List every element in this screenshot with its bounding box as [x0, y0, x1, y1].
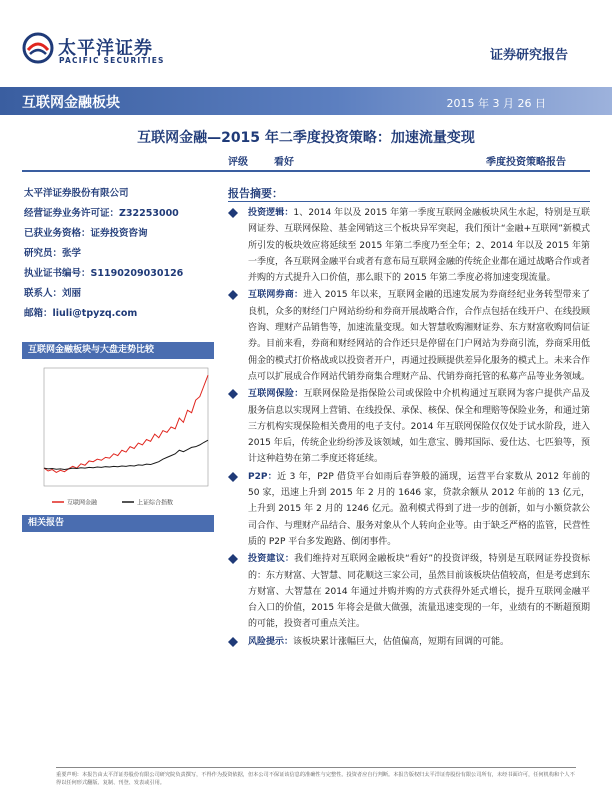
email-link[interactable]: liuli@tpyzq.com: [52, 308, 138, 319]
report-title: 互联网金融—2015 年二季度投资策略：加速流量变现: [137, 130, 475, 146]
rating-value: 看好: [274, 157, 294, 168]
info-license: 经营证券业务许可证：Z32253000: [24, 208, 179, 219]
series-line-1: [44, 440, 208, 469]
diamond-bullet-icon: [228, 637, 238, 647]
bullet-investment-advice: 投资建议：我们维持对互联网金融板块“看好”的投资评级，特别是互联网证券投资标的：东方财富、大智慧、同花顺这三家公司，虽然目前该板块估值较高，但是考虑到东方财富、大智慧在 2014 年通过并购并购的方式获得外延式增长，提升互联网金融平台入口的价值，2015 年将会是做大做强，流量迅速变现的一年，业绩有的不断超预期的可能，投资者可重点关注。: [228, 551, 590, 632]
info-contact: 联系人：刘丽: [24, 288, 82, 299]
bullet-risk-warning: 风险提示：该板块累计涨幅巨大，估值偏高，短期有回调的可能。: [228, 634, 590, 650]
bullet-investment-logic: 投资逻辑：1、2014 年以及 2015 年第一季度互联网金融板块风生水起，特别是互联网证券、互联网保险、基金网销这三个板块异军突起，我们预计“金融+互联网”新模式所引发的板块效应将延续至 2015 年第二季度乃至全年；2、2014 年以及 2015 年第一季度，各互联网金融平台或者有意布局互联网金融的传统企业都在通过战略合作或者并购的方式提升入口价值，那么眼下的 2015 年第二季度必将加速变现流量。: [228, 205, 590, 286]
diamond-bullet-icon: [228, 290, 238, 300]
info-qualification: 已获业务资格：证券投资咨询: [24, 228, 148, 239]
legend-label-1: 上证综合指数: [137, 499, 174, 507]
report-kind: 季度投资策略报告: [486, 157, 566, 168]
diamond-bullet-icon: [228, 389, 238, 399]
series-line-0: [44, 375, 208, 472]
summary-bullets: [228, 205, 590, 651]
report-date: 2015 年 3 月 26 日: [446, 97, 546, 110]
logo-text-en: PACIFIC SECURITIES: [59, 56, 165, 65]
bullet-internet-brokerage: 互联网券商：进入 2015 年以来，互联网金融的迅速发展为券商经纪业务转型带来了良机，众多的财经门户网站纷纷和券商开展战略合作，合作点包括在线开户、在线投顾咨询、理财产品销售等，加速流量变现。如大智慧收购湘财证券、东方财富收购同信证券。目前来看，券商和财经网站的合作还只是停留在门户网站为券商引流，券商采用低佣金的模式打价格战或以投资者开户，再通过投顾提供差异化服务的模式上。未来合作点可以扩展成合作网站代销券商集合理财产品、代销券商托管的私募产品等业务领域。: [228, 287, 590, 385]
diamond-bullet-icon: [228, 472, 238, 482]
trend-chart: [22, 362, 214, 512]
report-type: 证券研究报告: [489, 48, 568, 63]
sector-name: 互联网金融板块: [22, 95, 120, 111]
analyst-info: [24, 184, 214, 324]
info-email: 邮箱：liuli@tpyzq.com: [24, 308, 138, 319]
disclaimer: 重要声明：本报告由太平洋证券股份有限公司研究院负责撰写，不得作为投资依据，但本公司不保证该信息的准确性与完整性。投资者应自行判断。本报告版权归太平洋证券股份有限公司所有，未经书面许可，任何机构和个人不得以任何形式翻版、复制、刊登、发表或引用。: [56, 772, 575, 786]
related-reports-title: 相关报告: [22, 515, 214, 532]
diamond-bullet-icon: [228, 554, 238, 564]
info-cert-number: 执业证书编号：S1190209030126: [24, 268, 184, 279]
bullet-p2p: P2P：近 3 年，P2P 借贷平台如雨后春笋般的涌现，运营平台家数从 2012 年前的 50 家，迅速上升到 2015 年 2 月的 1646 家，贷款余额从 2012 年前的 13 亿元，上升到 2015 年 2 月的 1246 亿元。盈利模式得到了进一步的创新，如与小额贷款公司合作、与理财产品结合、服务对象从个人转向企业等。由于缺乏严格的监管，民营性质的 P2P 平台多发跑路、倒闭事件。: [228, 469, 590, 550]
logo-text-cn: 太平洋证券: [58, 38, 153, 59]
info-company: 太平洋证券股份有限公司: [24, 188, 129, 199]
info-analyst: 研究员：张学: [24, 248, 82, 259]
bullet-internet-insurance: 互联网保险：互联网保险是指保险公司或保险中介机构通过互联网为客户提供产品及服务信息以实现网上营销、在线投保、承保、核保、保全和理赔等保险业务，和通过第三方机构实现保险相关费用的电子支付。2014 年互联网保险仅仅处于试水阶段，进入 2015 年后，传统企业纷纷涉及该领域，如生意宝、腾邦国际、爱仕达、七匹狼等，预计这种趋势在第二季度还将延续。: [228, 386, 590, 467]
summary-divider: [228, 201, 590, 202]
title-divider: [22, 170, 590, 172]
rating-label: 评级: [228, 157, 248, 168]
footer-divider: [56, 767, 576, 768]
legend-label-0: 互联网金融: [67, 499, 98, 507]
summary-title: 报告摘要：: [228, 187, 283, 200]
pacific-securities-logo-icon: [22, 32, 54, 64]
diamond-bullet-icon: [228, 208, 238, 218]
chart-section-title: 互联网金融板块与大盘走势比较: [22, 342, 214, 359]
